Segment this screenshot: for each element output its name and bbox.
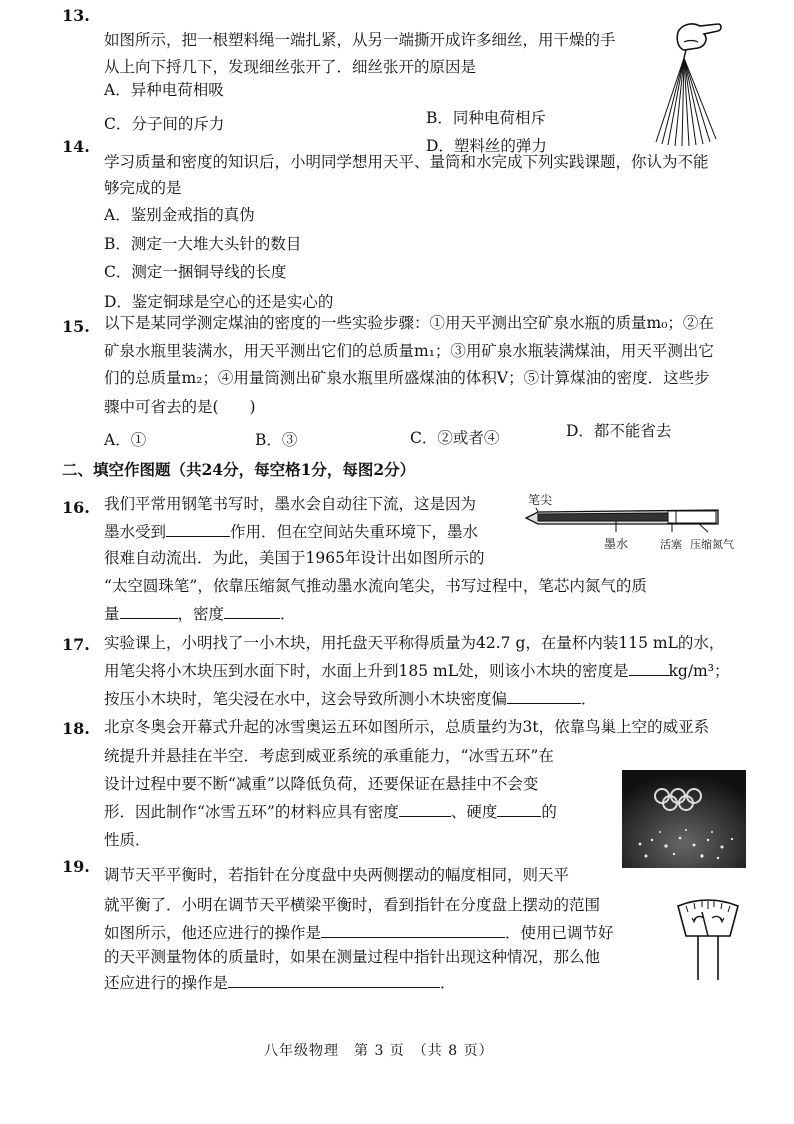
q17-blank-1[interactable]	[629, 661, 669, 676]
q19-blank-2[interactable]	[228, 973, 440, 988]
q13-line2: 从上向下捋几下，发现细丝张开了．细丝张开的原因是	[104, 58, 477, 76]
q17-line3-end: ．	[581, 690, 597, 708]
q19-line3	[104, 923, 614, 943]
q14-number: 14.	[62, 137, 90, 156]
q16-blank-3[interactable]	[224, 604, 280, 619]
q13-line1: 如图所示，把一根塑料绳一端扎紧，从另一端撕开成许多细丝，用干燥的手	[104, 31, 616, 49]
q17-line2	[104, 661, 729, 681]
q15-option-b: B．③	[255, 431, 298, 449]
q17-line2-unit: kg/m³；	[668, 662, 730, 680]
q18-line2: 统提升并悬挂在半空．考虑到威亚系统的承重能力，“冰雪五环”在	[104, 747, 554, 765]
q18-blank-1[interactable]	[399, 802, 451, 817]
q16-blank-1[interactable]	[166, 522, 230, 537]
q18-number: 18.	[62, 719, 90, 738]
q17-number: 17.	[62, 635, 90, 654]
q19-line3-end: ．使用已调节好	[505, 924, 614, 942]
section-title: 二、填空作图题（共24分，每空格1分，每图2分）	[62, 460, 416, 479]
pen-tip-label: 笔尖	[528, 493, 553, 507]
q14-line1: 学习质量和密度的知识后，小明同学想用天平、量筒和水完成下列实践课题，你认为不能	[104, 153, 709, 171]
q19-line5-start: 还应进行的操作是	[104, 974, 229, 992]
q16-number: 16.	[62, 498, 90, 517]
q19-line5	[104, 973, 456, 993]
q18-blank-2[interactable]	[497, 802, 541, 817]
olympic-rings-photo	[622, 770, 746, 868]
q13-option-b: B．同种电荷相斥	[426, 109, 546, 127]
q13-option-d: D．塑料丝的弹力	[426, 137, 547, 155]
q14-option-b: B．测定一大堆大头针的数目	[104, 235, 302, 253]
q16-line2	[104, 522, 478, 542]
piston-label: 活塞	[660, 538, 682, 551]
q16-line5-start: 量	[104, 605, 120, 623]
q14-option-c: C．测定一捆铜导线的长度	[104, 263, 287, 281]
q17-line3	[104, 689, 597, 709]
q16-line1: 我们平常用钢笔书写时，墨水会自动往下流，这是因为	[104, 495, 477, 513]
q16-blank-2[interactable]	[120, 604, 178, 619]
q17-line2-start: 用笔尖将小木块压到水面下时，水面上升到185 mL处，则该小木块的密度是	[104, 662, 629, 680]
q16-line5	[104, 604, 296, 624]
q15-line1: 以下是某同学测定煤油的密度的一些实验步骤：①用天平测出空矿泉水瓶的质量m₀；②在	[104, 314, 714, 332]
q13-option-c: C．分子间的斥力	[104, 115, 225, 133]
q18-line4-end: 的	[541, 803, 557, 821]
q17-blank-2[interactable]	[507, 689, 581, 704]
space-pen-figure	[518, 488, 768, 558]
q14-line2: 够完成的是	[104, 179, 182, 197]
q15-line4: 骤中可省去的是( )	[104, 398, 256, 416]
q18-line1: 北京冬奥会开幕式升起的冰雪奥运五环如图所示，总质量约为3t，依靠鸟巢上空的威亚系	[104, 718, 710, 736]
q18-line5: 性质．	[104, 831, 151, 849]
q18-line4-mid: 、硬度	[450, 803, 498, 821]
nitrogen-label: 压缩氮气	[690, 538, 734, 551]
q19-line2: 就平衡了．小明在调节天平横梁平衡时，看到指针在分度盘上摆动的范围	[104, 896, 601, 914]
q18-line4-start: 形．因此制作“冰雪五环”的材料应具有密度	[104, 803, 399, 821]
q16-line2-start: 墨水受到	[104, 523, 167, 541]
q15-option-a: A．①	[104, 431, 147, 449]
q19-line1: 调节天平平衡时，若指针在分度盘中央两侧摆动的幅度相同，则天平	[104, 866, 570, 884]
q16-line2-end: 作用．但在空间站失重环境下，墨水	[230, 523, 479, 541]
q13-option-a: A．异种电荷相吸	[104, 81, 224, 99]
q16-line5-mid: ，密度	[177, 605, 225, 623]
q19-line5-end: ．	[440, 974, 456, 992]
q15-option-c: C．②或者④	[410, 429, 500, 447]
q19-blank-1[interactable]	[321, 923, 505, 938]
q15-line2: 矿泉水瓶里装满水，用天平测出它们的总质量m₁；③用矿泉水瓶装满煤油，用天平测出它	[104, 342, 714, 360]
q18-line3: 设计过程中要不断“减重”以降低负荷，还要保证在悬挂中不会变	[104, 775, 539, 793]
q18-line4	[104, 802, 557, 822]
q16-line5-end: ．	[280, 605, 296, 623]
q19-line4: 的天平测量物体的质量时，如果在测量过程中指针出现这种情况，那么他	[104, 948, 601, 966]
q16-line3: 很难自动流出．为此，美国于1965年设计出如图所示的	[104, 549, 485, 567]
ink-label: 墨水	[604, 537, 629, 551]
q14-option-a: A．鉴别金戒指的真伪	[104, 206, 255, 224]
q15-number: 15.	[62, 317, 90, 336]
q13-number: 13.	[62, 6, 90, 25]
q19-number: 19.	[62, 857, 90, 876]
page-footer: 八年级物理 第 3 页 （共 8 页）	[264, 1043, 494, 1059]
q17-line3-start: 按压小木块时，笔尖浸在水中，这会导致所测小木块密度偏	[104, 690, 508, 708]
q19-line3-start: 如图所示，他还应进行的操作是	[104, 924, 322, 942]
q14-option-d: D．鉴定铜球是空心的还是实心的	[104, 293, 334, 311]
q15-option-d: D．都不能省去	[566, 422, 672, 440]
q16-line4: “太空圆珠笔”，依靠压缩氮气推动墨水流向笔尖，书写过程中，笔芯内氮气的质	[104, 577, 647, 595]
plastic-strands-figure	[648, 18, 728, 148]
q17-line1: 实验课上，小明找了一小木块，用托盘天平称得质量为42.7 g，在量杯内装115 mL的水，	[104, 634, 725, 652]
q15-line3: 们的总质量m₂；④用量筒测出矿泉水瓶里所盛煤油的体积V；⑤计算煤油的密度．这些步	[104, 369, 710, 387]
balance-dial-figure	[672, 896, 744, 982]
